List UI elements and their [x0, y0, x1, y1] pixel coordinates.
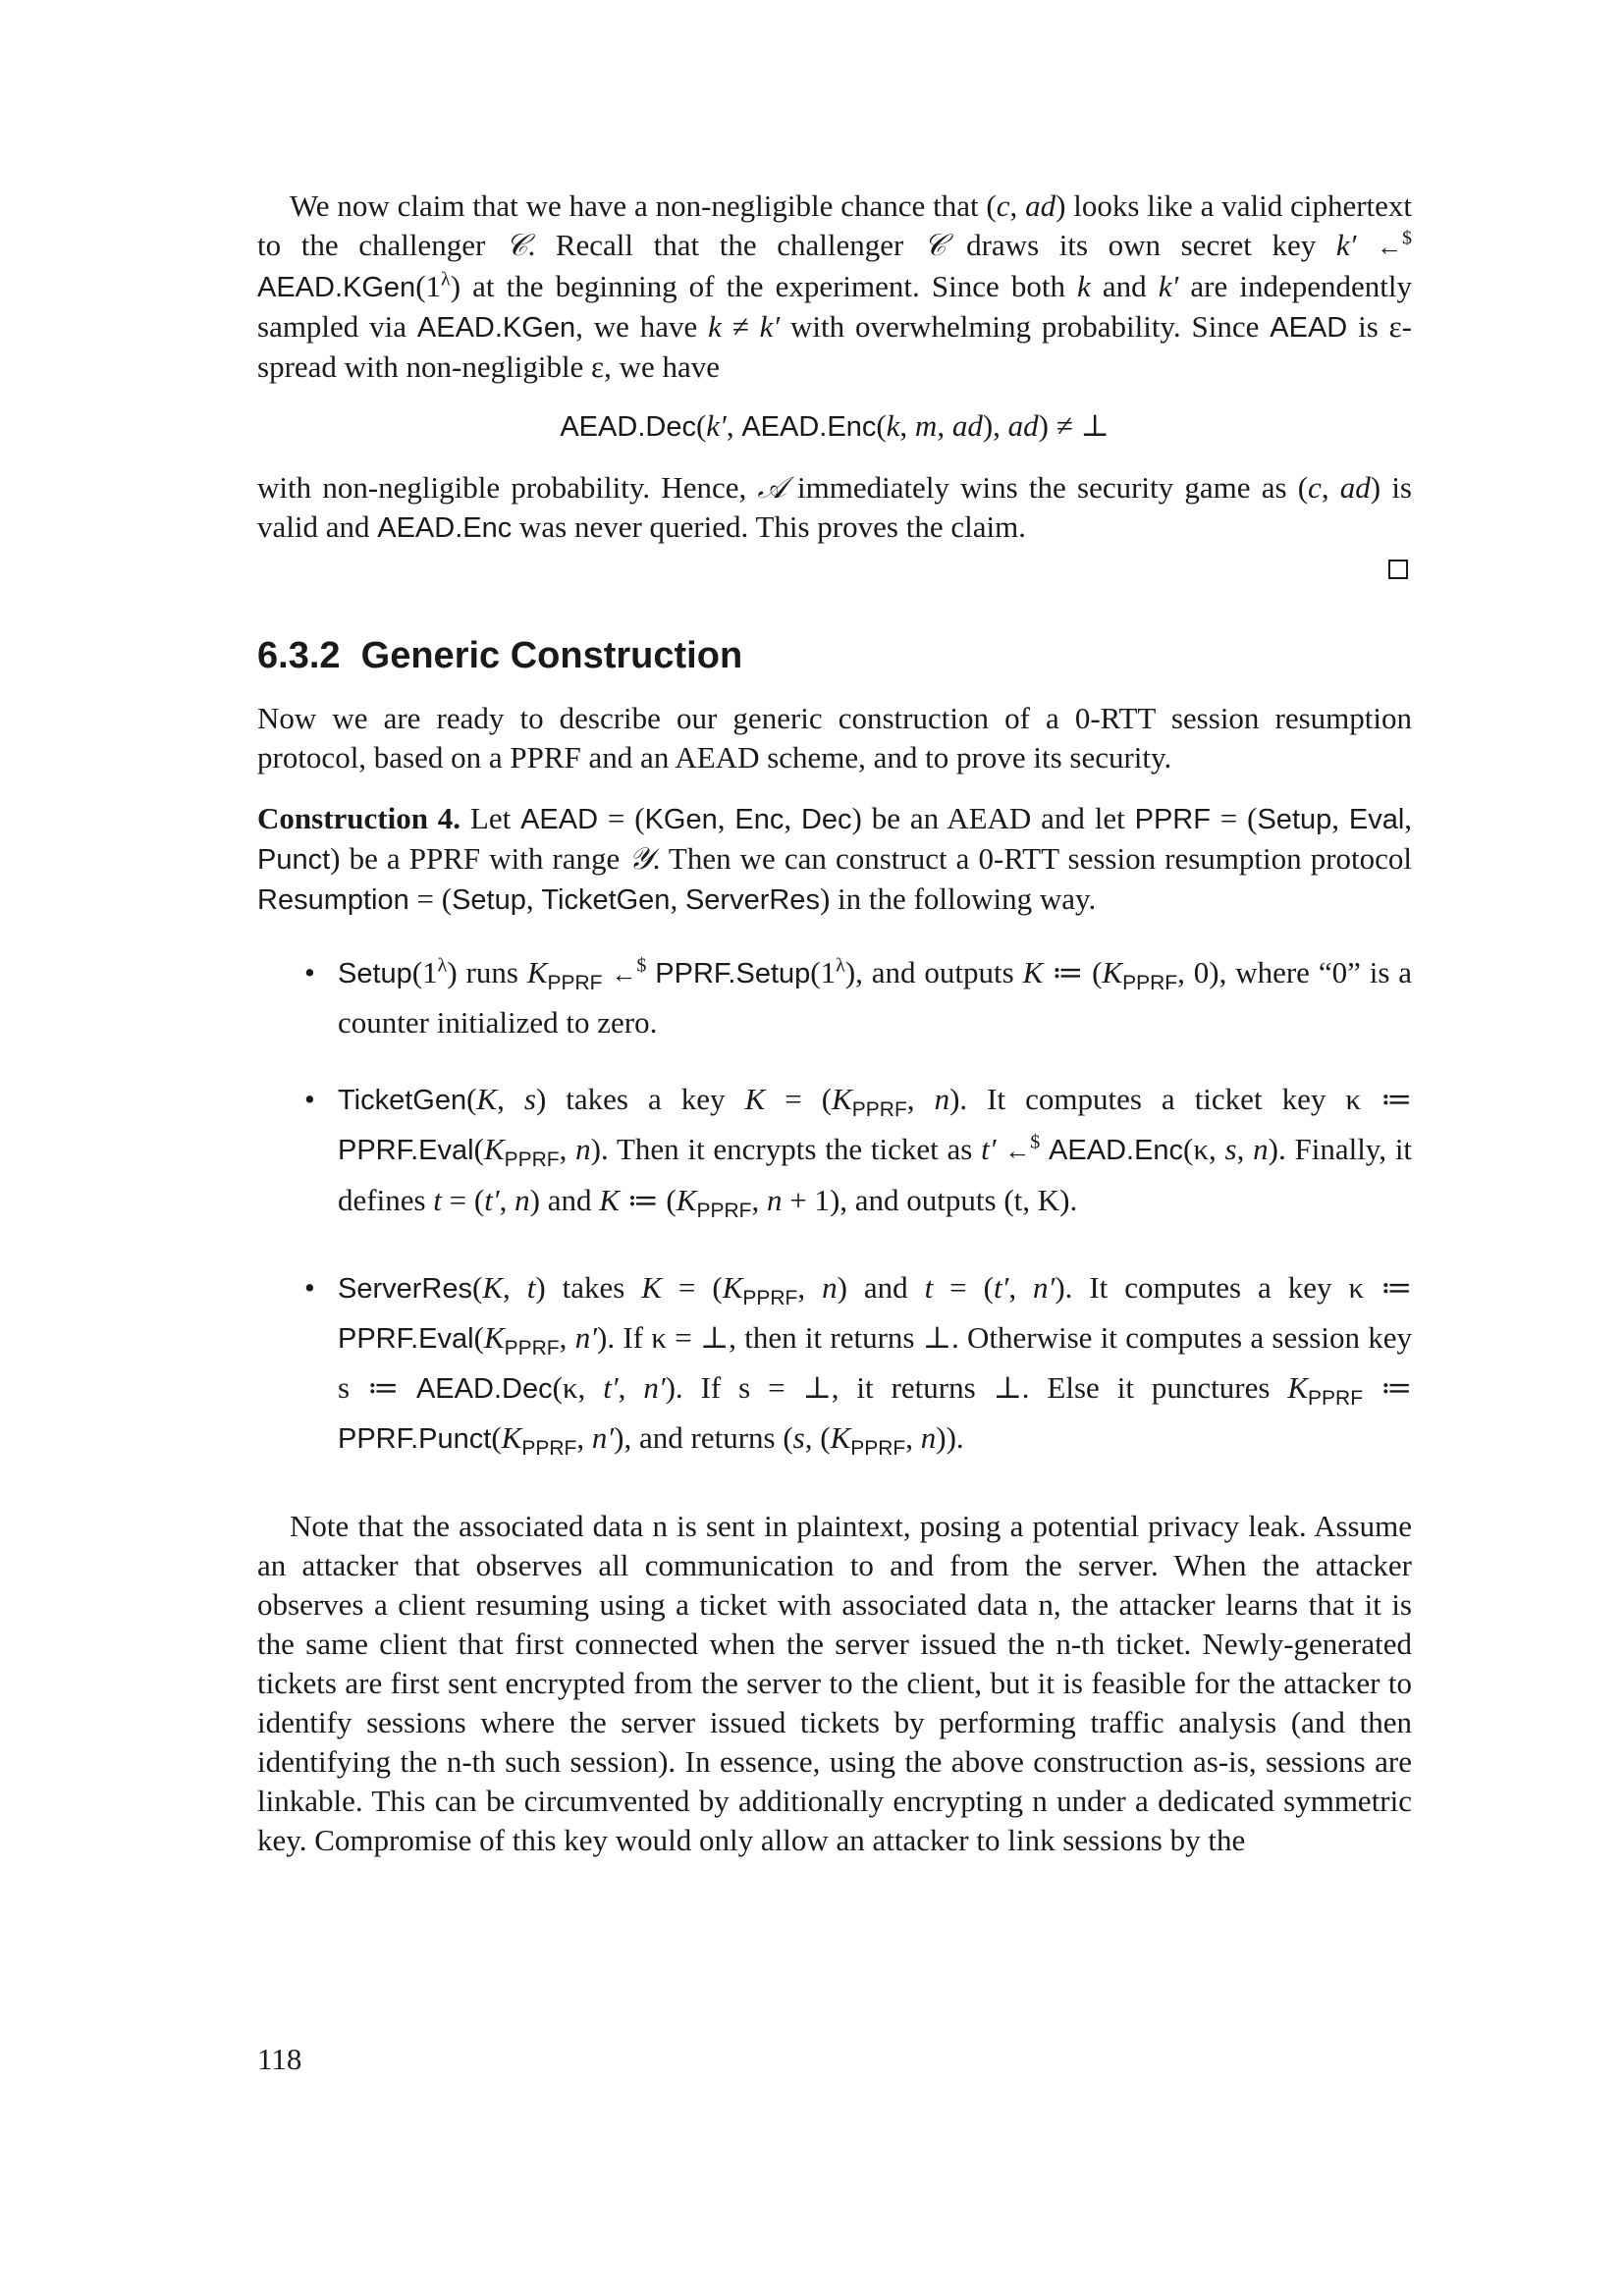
- intro-paragraph: Now we are ready to describe our generic construction of a 0-RTT session resumption protocol, based on a PPRF and an AEAD scheme, and to prove its security.: [257, 701, 1412, 774]
- proof-paragraph: We now claim that we have a non-negligible chance that (c, ad) looks like a valid ciphertext to the challenger 𝒞. Recall that the challenger 𝒞 draws its own secret key k′ ←$ $AEAD.KGen(1^\lambda)$ at the beginning of the experiment. Since both k and k′ are independently sampled via AEAD.KGen, we have k ≠ k′ with overwhelming probability. Since AEAD is ε-spread with non-negligible ε, we have: [257, 188, 1413, 384]
- privacy-paragraph: Note that the associated data n is sent in plaintext, posing a potential privacy leak. Assume an attacker that observes all communication to and from the server. When the attacker observes a client resuming using a ticket with associated data n, the attacker learns that it is the same client that first connected when the server issued the n-th ticket. Newly-generated tickets are first sent encrypted from the server to the client, but it is feasible for the attacker to identify sessions where the server issued tickets by performing traffic analysis (and then identifying the n-th such session). In essence, using the above construction as-is, sessions are linkable. This can be circumvented by additionally encrypting n under a dedicated symmetric key. Compromise of this key would only allow an attacker to link sessions by the: [257, 1508, 1412, 1857]
- construction-list: [257, 953, 1412, 1469]
- list-item-serverres: • ServerRes(K, t) takes $K = (K_{PPRF}$, n) and t = (t′, n′). It computes a key κ ≔ $PPRF.Eval(K_{PPRF}$, n′). If κ = ⊥, then it returns ⊥. Otherwise it computes a session key s ≔ AEAD.Dec(κ, t′, n′). If s = ⊥, it returns ⊥. Else it punctures $K_{PPRF}$ ≔ $PPRF.Punct(K_{PPRF}$, n′), and returns (s, ($K_{PPRF}$, n)).: [304, 1269, 1413, 1461]
- bullet-icon: •: [304, 955, 315, 989]
- list-item-setup: • $Setup(1^\lambda)$ runs $K_{PPRF}$ ←$ $PPRF.Setup(1^\lambda)$, and outputs K ≔ ($K_{PPRF}$, 0), where “0” is a counter initialized to zero.: [304, 954, 1413, 1041]
- construction-paragraph: Construction 4. Let AEAD = (KGen, Enc, Dec) be an AEAD and let PPRF = (Setup, Eval, Punct) be a PPRF with range 𝒴. Then we can construct a 0-RTT session resumption protocol Resumption = (Setup, TicketGen, ServerRes) in the following way.: [257, 801, 1413, 916]
- page-body: [257, 187, 1412, 1860]
- section-heading: 6.3.2 Generic Construction: [257, 635, 743, 676]
- construction-label: Construction 4.: [257, 801, 461, 835]
- display-equation: AEAD.Dec(k′, AEAD.Enc(k, m, ad), ad) ≠ ⊥: [560, 408, 1110, 443]
- proof-conclusion: with non-negligible probability. Hence, 𝒜 immediately wins the security game as (c, ad) is valid and AEAD.Enc was never queried. This proves the claim.: [257, 470, 1412, 544]
- page-number: 118: [257, 2042, 302, 2076]
- list-item-ticketgen: • TicketGen(K, s) takes a key $K = (K_{PPRF}$, n). It computes a ticket key κ ≔ $PPRF.Eval(K_{PPRF}$, n). Then it encrypts the ticket as t′ ←$ AEAD.Enc(κ, s, n). Finally, it defines t = (t′, n) and K ≔ ($K_{PPRF}$, n + 1), and outputs (t, K).: [304, 1082, 1413, 1222]
- qed-row: [257, 552, 1412, 591]
- bullet-icon: •: [304, 1082, 315, 1117]
- bullet-icon: •: [304, 1269, 315, 1305]
- qed-box-icon: [1388, 560, 1408, 579]
